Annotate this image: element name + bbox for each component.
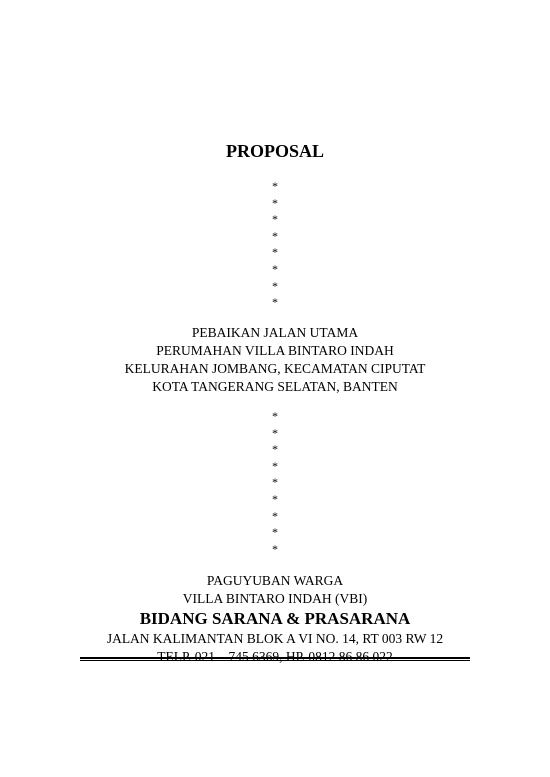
document-title: PROPOSAL [225,141,324,161]
organization-phone: TELP. 021 – 745 6369, HP. 0812 86 86 022 [157,649,393,664]
separator-star: * [272,425,278,440]
proposal-subject [0,324,550,396]
footer-double-rule [80,657,470,661]
separator-star: * [272,475,278,490]
separator-bottom [0,408,550,557]
organization-subname: VILLA BINTARO INDAH (VBI) [182,591,368,606]
separator-star: * [272,508,278,523]
separator-star: * [272,245,278,260]
organization-block [0,572,550,666]
separator-star: * [272,491,278,506]
separator-star: * [272,295,278,310]
separator-star: * [272,261,278,276]
separator-star: * [272,228,278,243]
separator-star: * [272,525,278,540]
separator-star: * [272,409,278,423]
organization-name: PAGUYUBAN WARGA [206,573,344,588]
separator-top [0,178,550,311]
subject-line: KELURAHAN JOMBANG, KECAMATAN CIPUTAT [124,361,426,376]
separator-star: * [272,458,278,473]
subject-line: KOTA TANGERANG SELATAN, BANTEN [152,379,398,394]
separator-star: * [272,541,278,556]
organization-department: BIDANG SARANA & PRASARANA [139,609,411,628]
subject-line: PEBAIKAN JALAN UTAMA [191,325,359,340]
organization-address: JALAN KALIMANTAN BLOK A VI NO. 14, RT 003 RW 12 [106,631,444,646]
separator-star: * [272,212,278,227]
subject-line: PERUMAHAN VILLA BINTARO INDAH [156,343,394,358]
separator-star: * [272,195,278,210]
separator-star: * [272,179,278,193]
separator-star: * [272,278,278,293]
separator-star: * [272,442,278,457]
